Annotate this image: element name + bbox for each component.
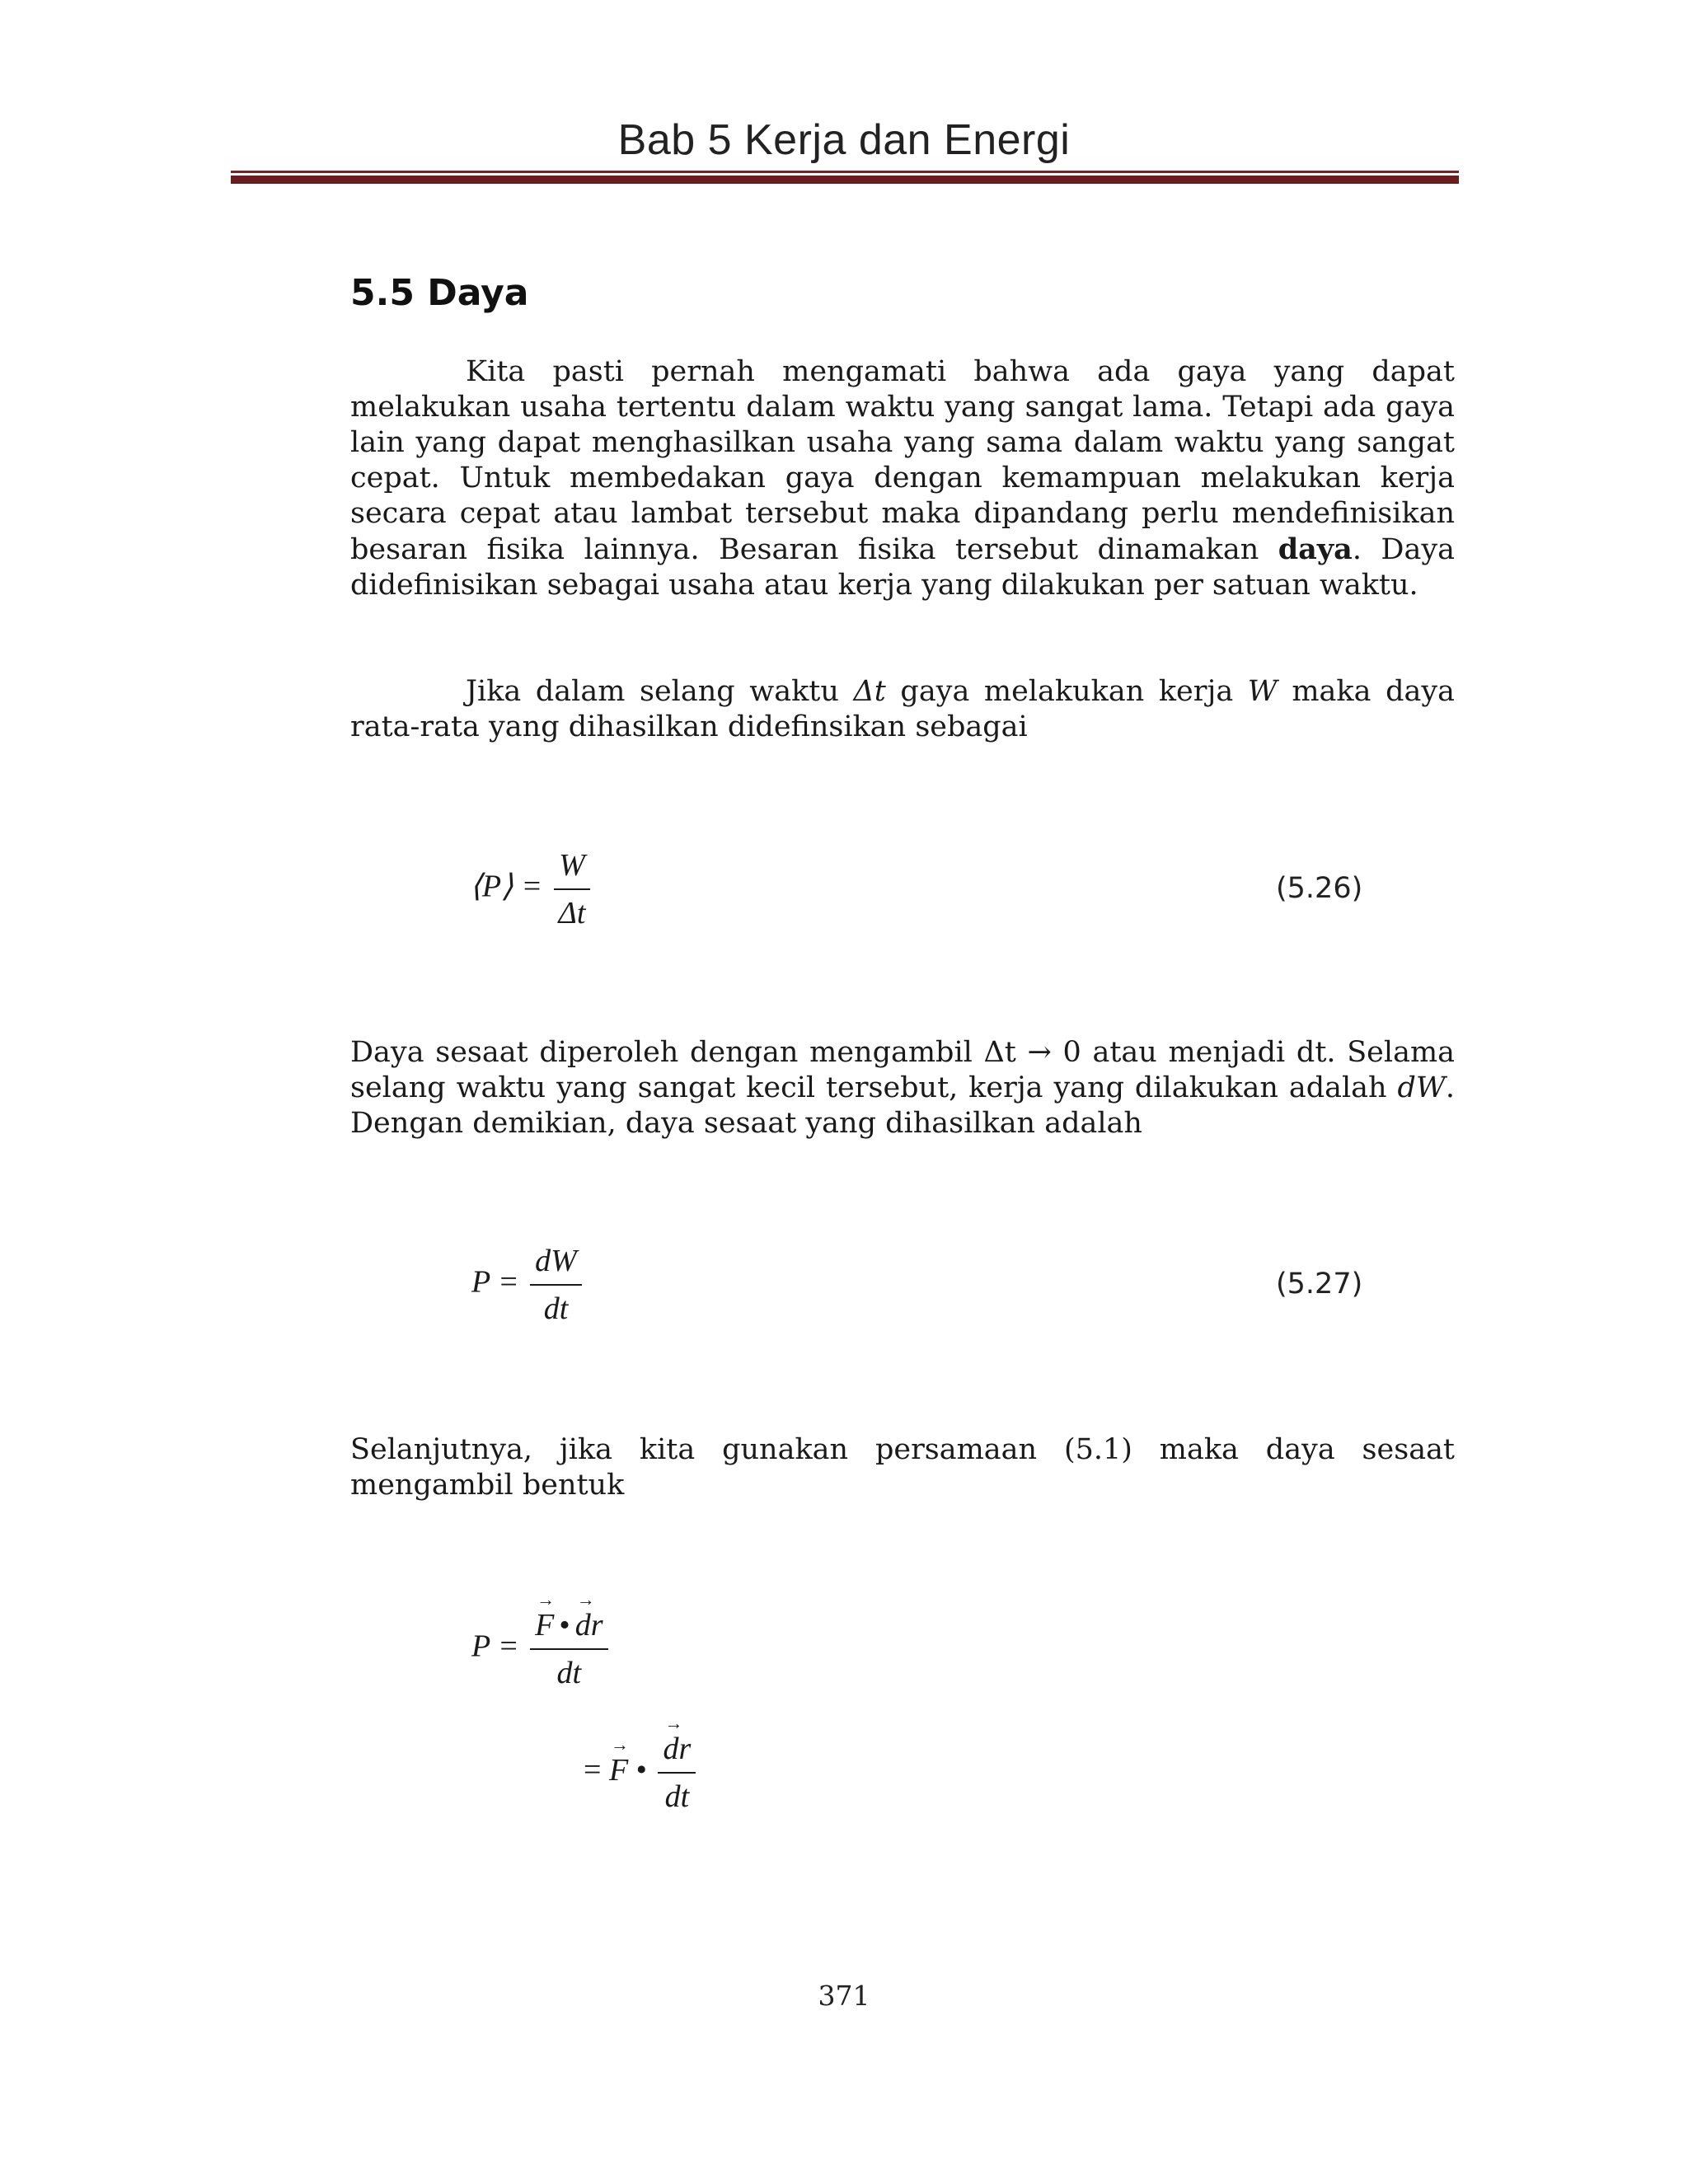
equals-sign: = <box>584 1752 602 1788</box>
vector-dr: → dr <box>663 1731 691 1767</box>
equation-lhs: ⟨P⟩ = <box>470 869 543 904</box>
paragraph-definition <box>350 354 1455 603</box>
dot-product-symbol: • <box>635 1752 647 1788</box>
paragraph-text: Kita pasti pernah mengamati bahwa ada gaya yang dapat melakukan usaha tertentu dalam waktu yang sangat lama. Tetapi ada gaya lain yang dapat menghasilkan usaha yang sama dalam waktu yang sangat cepat. Untuk membedakan gaya dengan kemampuan melakukan kerja secara cepat atau lambat tersebut maka dipandang perlu mendefinisikan besaran fisika lainnya. Besaran fisika tersebut dinamakan <box>350 355 1455 566</box>
math-delta-t: Δt <box>853 675 886 708</box>
fraction <box>530 1243 582 1327</box>
math-w: W <box>1247 675 1278 708</box>
fraction-denominator: Δt <box>558 896 586 930</box>
page-header-title: Bab 5 Kerja dan Energi <box>617 116 1071 164</box>
vector-dr: → dr <box>575 1607 603 1643</box>
paragraph-next-form: Selanjutnya, jika kita gunakan persamaan (5.1) maka daya sesaat mengambil bentuk <box>350 1433 1455 1502</box>
math-dw: dW <box>1397 1071 1446 1104</box>
fraction-numerator: dW <box>530 1243 582 1286</box>
fraction <box>530 1607 607 1691</box>
paragraph-text: gaya melakukan kerja <box>885 675 1248 708</box>
fraction-numerator <box>530 1607 607 1650</box>
header-rule-thick <box>231 176 1459 184</box>
paragraph-text: . Daya didefinisikan sebagai usaha atau kerja yang dilakukan per satuan waktu. <box>350 533 1455 602</box>
bold-term-daya: daya <box>1278 532 1353 566</box>
section-heading: 5.5 Daya <box>350 272 529 314</box>
fraction-numerator: W <box>554 847 591 890</box>
equation-power-line-1 <box>471 1607 612 1691</box>
fraction-denominator: dt <box>664 1779 690 1814</box>
paragraph-text: . Dengan demikian, daya sesaat yang dihasilkan adalah <box>350 1071 1455 1140</box>
equation-number-5-27: (5.27) <box>1276 1268 1363 1301</box>
equation-number-5-26: (5.26) <box>1276 872 1363 905</box>
page-number: 371 <box>818 1980 870 2012</box>
paragraph-average-power <box>350 674 1455 745</box>
paragraph-text: maka daya rata-rata yang dihasilkan didefinsikan sebagai <box>350 675 1455 743</box>
equation-lhs: P = <box>471 1264 519 1300</box>
vector-f: → F <box>535 1607 554 1643</box>
equation-5-27 <box>471 1243 585 1327</box>
fraction-denominator: dt <box>543 1291 569 1326</box>
fraction-numerator <box>658 1731 696 1774</box>
fraction <box>554 847 591 931</box>
dot-product-symbol: • <box>559 1608 570 1643</box>
fraction-denominator: dt <box>556 1656 582 1690</box>
equation-5-26 <box>470 847 593 931</box>
equation-lhs: P = <box>471 1629 519 1664</box>
vector-f: → F <box>609 1752 628 1788</box>
fraction <box>658 1731 696 1815</box>
paragraph-text: Jika dalam selang waktu <box>466 675 854 708</box>
equation-power-line-2 <box>584 1731 699 1815</box>
paragraph-text: Daya sesaat diperoleh dengan mengambil Δt → 0 atau menjadi dt. Selama selang waktu yang sangat kecil tersebut, kerja yang dilakukan adalah <box>350 1036 1455 1104</box>
paragraph-instant-power <box>350 1035 1455 1141</box>
header-rule-thin <box>231 171 1459 173</box>
